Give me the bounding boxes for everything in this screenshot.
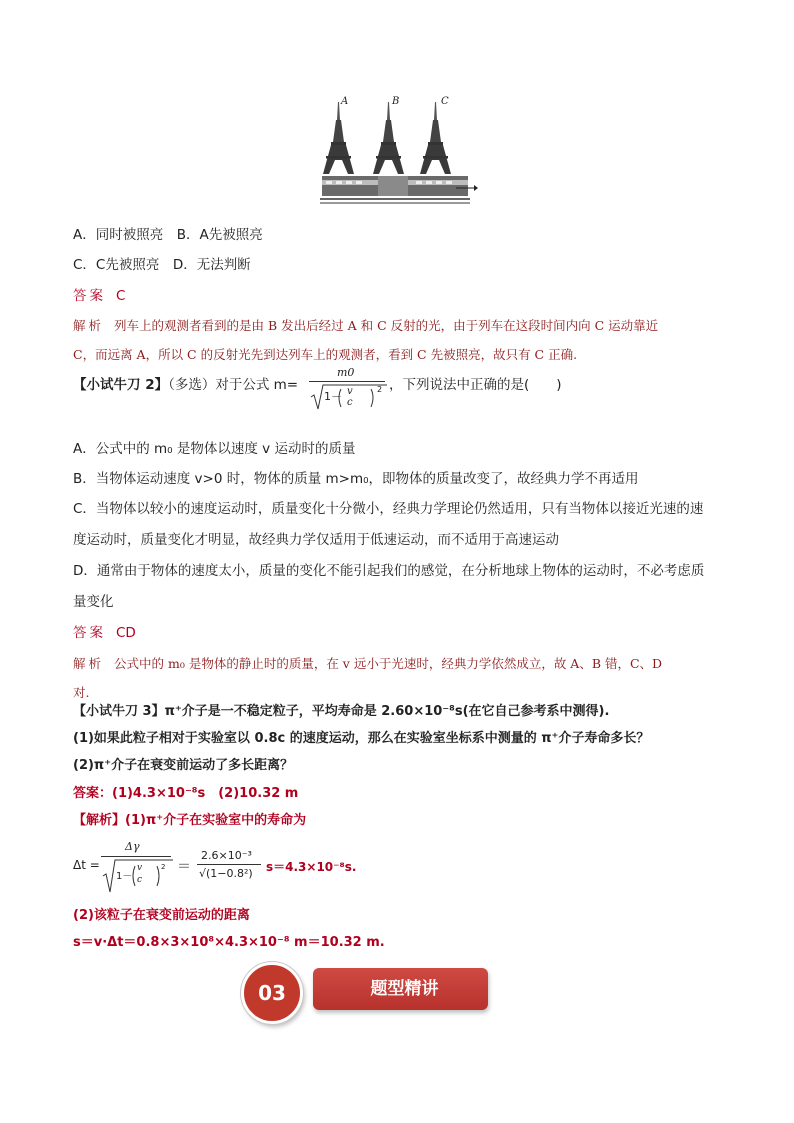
formula-exponent: 2 [377, 385, 383, 394]
q3-explanation-line2: (2)该粒子在衰变前运动的距离 [73, 908, 250, 923]
answer-label: 答案 [73, 625, 106, 641]
formula-c: c [347, 397, 353, 408]
formula-lhs: Δt = [73, 858, 100, 872]
q2-stem-post: ，下列说法中正确的是( ) [389, 377, 562, 393]
q2-option-c-line2: 度运动时，质量变化才明显，故经典力学仅适用于低速运动，而不适用于高速运动 [73, 532, 559, 548]
q3-stem: 【小试牛刀 3】π⁺介子是一不稳定粒子，平均寿命是 2.60×10⁻⁸s(在它自己参考系中测得). [73, 704, 610, 719]
q3-title: 【小试牛刀 3】 [73, 704, 165, 719]
q2-explanation-line1: 解析 公式中的 m₀ 是物体的静止时的质量，在 v 远小于光速时，经典力学依然成立，故 A、B 错，C、D [73, 656, 663, 671]
q2-answer [73, 624, 136, 642]
one-minus: 1－ [116, 871, 133, 882]
section-title: 题型精讲 [370, 979, 439, 999]
formula-v: v [137, 863, 143, 873]
q2-option-c-line1: C．当物体以较小的速度运动时，质量变化十分微小，经典力学理论仍然适用，只有当物体以接近光速的速 [73, 501, 704, 517]
one-minus: 1－ [324, 390, 342, 403]
explanation-label: 解析 [73, 656, 105, 671]
section-title-bar [313, 968, 488, 1010]
q3-explanation-line3: s＝v·Δt＝0.8×3×10⁸×4.3×10⁻⁸ m＝10.32 m. [73, 935, 385, 950]
answer-value: C [116, 288, 126, 304]
q3-part1: (1)如果此粒子相对于实验室以 0.8c 的速度运动，那么在实验室坐标系中测量的 π⁺介子寿命多长？ [73, 731, 650, 746]
tower-label-c: C [441, 96, 449, 107]
fraction-bar-1 [101, 856, 171, 857]
q2-option-b: B．当物体运动速度 v>0 时，物体的质量 m>m₀，即物体的质量改变了，故经典力学不再适用 [73, 471, 639, 487]
eiffel-towers-illustration [318, 96, 478, 208]
q2-title: 【小试牛刀 2】 [73, 377, 169, 393]
formula-v: v [347, 386, 353, 397]
q1-answer [73, 287, 125, 305]
q2-stem: 【小试牛刀 2】（多选）对于公式 m= [73, 377, 299, 393]
formula-exponent: 2 [161, 863, 166, 871]
explanation-label: 解析 [73, 318, 105, 333]
fraction-bar [309, 381, 385, 382]
equals-sign: ＝ [177, 859, 191, 875]
tower-label-b: B [392, 96, 400, 107]
formula-result: s＝4.3×10⁻⁸s. [266, 860, 357, 874]
answer-label: 答案 [73, 288, 106, 304]
q2-option-d-line1: D．通常由于物体的速度太小，质量的变化不能引起我们的感觉，在分析地球上物体的运动时，不必考虑质 [73, 563, 705, 579]
fraction-bar-2 [197, 864, 261, 865]
q2-option-a: A．公式中的 m₀ 是物体以速度 v 运动时的质量 [73, 441, 356, 457]
formula-numerator: m0 [337, 366, 355, 379]
q3-answer: 答案：(1)4.3×10⁻⁸s (2)10.32 m [73, 786, 299, 801]
q3-formula [73, 838, 393, 898]
towers-train-figure [318, 96, 478, 208]
q3-explanation-line1: 【解析】(1)π⁺介子在实验室中的寿命为 [73, 813, 307, 828]
formula-num2: 2.6×10⁻³ [201, 849, 252, 862]
q1-explanation-line2: C，而远离 A，所以 C 的反射光先到达列车上的观测者，看到 C 先被照亮，故只有 C 正确. [73, 347, 578, 362]
answer-value: CD [116, 625, 136, 641]
q1-options-line1: A．同时被照亮 B．A先被照亮 [73, 227, 263, 243]
formula-c: c [137, 875, 143, 885]
q3-explanation-title: 【解析】 [73, 813, 126, 828]
formula-den2: √(1−0.8²) [199, 867, 253, 880]
q2-explanation-line2: 对. [73, 685, 90, 700]
q1-options-line2: C．C先被照亮 D．无法判断 [73, 257, 251, 273]
q2-option-d-line2: 量变化 [73, 594, 114, 610]
tower-label-a: A [341, 96, 349, 107]
section-number-badge: 03 [241, 962, 303, 1024]
q1-explanation-line1: 解析 列车上的观测者看到的是由 B 发出后经过 A 和 C 反射的光，由于列车在这段时间内向 C 运动靠近 [73, 318, 659, 333]
formula-num1: Δγ [125, 840, 140, 853]
q2-formula-fraction [309, 366, 389, 410]
q3-part2: (2)π⁺介子在衰变前运动了多长距离？ [73, 758, 294, 773]
